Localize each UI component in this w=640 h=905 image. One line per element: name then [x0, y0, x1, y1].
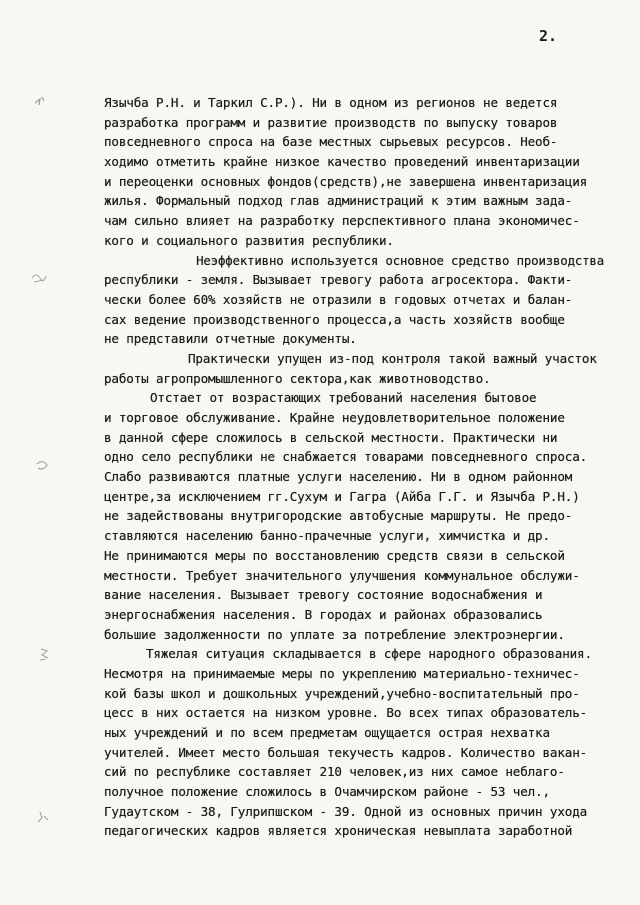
text-line: кой базы школ и дошкольных учреждений,учебно-воспитательный про- [104, 685, 580, 701]
text-line: получное положение сложилось в Очамчирском районе - 53 чел., [104, 784, 550, 800]
text-line: учителей. Имеет место большая текучесть кадров. Количество вакан- [104, 744, 588, 760]
text-line: педагогических кадров является хроническая невыплата заработной [104, 823, 573, 839]
text-line: в данной сфере сложилось в сельской местности. Практически ни [104, 429, 558, 445]
text-line: Язычба Р.Н. и Таркил С.Р.). Ни в одном из регионов не ведется [104, 95, 558, 110]
text-line: ставляются населению банно-прачечные услуги, химчистка и др. [104, 528, 550, 544]
text-line: чески более 60% хозяйств не отразили в годовых отчетах и балан- [104, 291, 573, 307]
text-line: Практически упущен из-под контроля такой важный участок [188, 350, 597, 366]
text-line: работы агропромышленного сектора,как животноводство. [104, 370, 491, 386]
text-line: повседневного спроса на базе местных сырьевых ресурсов. Необ- [104, 134, 558, 150]
text-line: Несмотря на принимаемые меры по укреплению материально-техничес- [104, 665, 580, 681]
text-line: не задействованы внутригородские автобусные маршруты. Не предо- [104, 508, 573, 524]
text-line: Не принимаются меры по восстановлению средств связи в сельской [104, 547, 565, 563]
text-line: чам сильно влияет на разработку перспективного плана экономичес- [104, 213, 580, 229]
text-line: большие задолженности по уплате за потребление электроэнергии. [104, 626, 565, 642]
margin-mark [34, 458, 52, 474]
text-line: центре,за исключением гг.Сухум и Гагра (Айба Г.Г. и Язычба Р.Н.) [104, 488, 580, 504]
text-line: сий по республике составляет 210 человек,из них самое неблаго- [104, 764, 565, 780]
margin-mark [30, 270, 48, 286]
margin-mark [34, 810, 52, 826]
text-line: и торговое обслуживание. Крайне неудовлетворительное положение [104, 410, 565, 425]
margin-mark [36, 646, 54, 662]
text-line: жилья. Формальный подход глав администраций к этим важным зада- [104, 193, 573, 209]
text-line: Гудаутском - 38, Гулрипшском - 39. Одной из основных причин ухода [104, 803, 588, 819]
text-line: и переоценки основных фондов(средств),не завершена инвентаризация [104, 173, 588, 189]
margin-mark [32, 93, 50, 109]
text-line: ходимо отметить крайне низкое качество проведений инвентаризации [104, 154, 580, 170]
text-line: цесс в них остается на низком уровне. Во всех типах образователь- [104, 705, 588, 721]
text-line: энергоснабжения населения. В городах и районах образовались [104, 606, 543, 622]
text-line: Неэффективно используется основное средство производства [196, 252, 604, 268]
text-line: республики - земля. Вызывает тревогу работа агросектора. Факти- [104, 272, 573, 288]
text-line: Слабо развиваются платные услуги населению. Ни в одном районном [104, 469, 573, 485]
text-line: вание населения. Вызывает тревогу состояние водоснабжения и [104, 587, 543, 603]
text-line: сах ведение производственного процесса,а часть хозяйств вообще [104, 311, 565, 327]
text-line: ных учреждений и по всем предметам ощущается острая нехватка [104, 725, 550, 740]
text-line: одно село республики не снабжается товарами повседневного спроса. [104, 449, 588, 465]
page-number: 2. [539, 27, 558, 45]
text-line: Тяжелая ситуация складывается в сфере народного образования. [146, 646, 592, 662]
text-line: разработка программ и развитие производств по выпуску товаров [104, 114, 558, 130]
text-line: Отстает от возрастающих требований населения бытовое [150, 390, 537, 406]
text-line: кого и социального развития республики. [104, 232, 394, 248]
text-line: не представили отчетные документы. [104, 331, 357, 347]
body-text [104, 93, 604, 841]
text-line: местности. Требует значительного улучшения коммунальное обслужи- [104, 567, 580, 583]
